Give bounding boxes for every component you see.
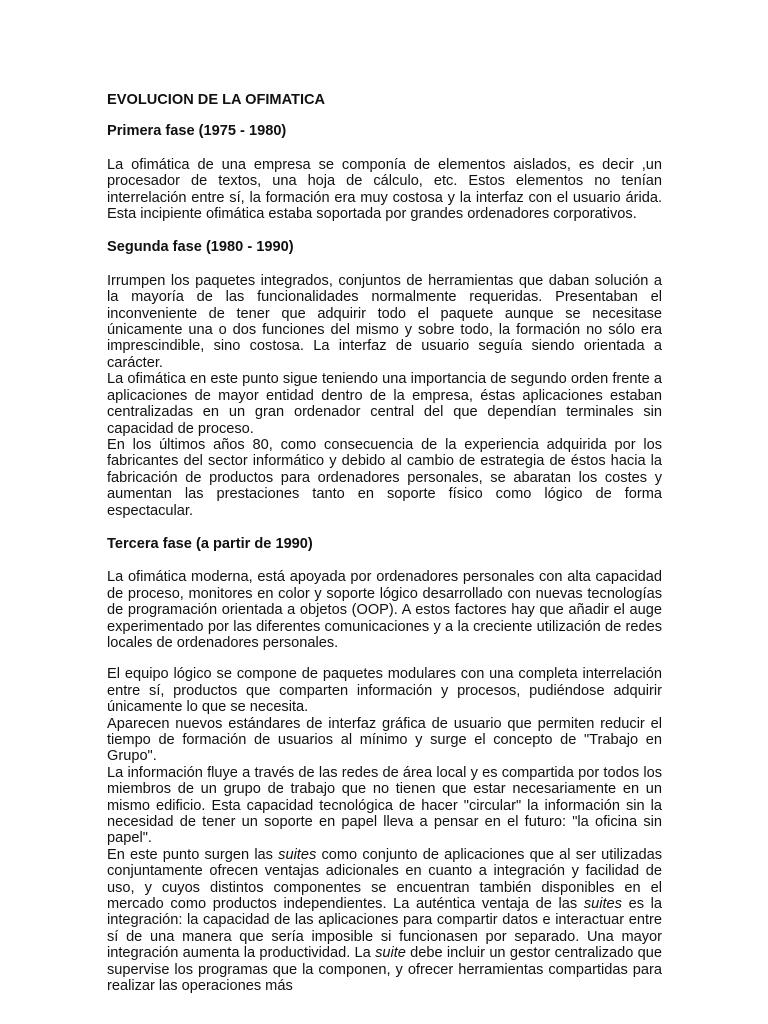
paragraph: La ofimática en este punto sigue teniendo una importancia de segundo orden frente a aplicaciones de mayor entidad dentro de la empresa, éstas aplicaciones estaban centralizadas en un gran ordenador central del que dependían terminales sin capacidad de proceso. — [107, 371, 662, 437]
paragraph: La información fluye a través de las redes de área local y es compartida por todos los miembros de un grupo de trabajo que no tienen que estar necesariamente en un mismo edificio. Esta capacidad tecnológica de hacer "circular" la información sin la necesidad de tener un soporte en papel lleva a pensar en el futuro: "la oficina sin papel". — [107, 764, 662, 847]
paragraph-suites — [107, 847, 662, 995]
paragraph: La ofimática moderna, está apoyada por ordenadores personales con alta capacidad de proceso, monitores en color y soporte lógico desarrollado con nuevas tecnologías de programación orientada a objetos (OOP). A estos factores hay que añadir el auge experimentado por las diferentes comunicaciones y a la creciente utilización de redes locales de ordenadores personales. — [107, 569, 662, 651]
paragraph: La ofimática de una empresa se componía de elementos aislados, es decir ,un procesador de textos, una hoja de cálculo, etc. Estos elementos no tenían interrelación entre sí, la formación era muy costosa y la interfaz con el usuario árida. Esta incipiente ofimática estaba soportada por grandes ordenadores corporativos. — [107, 156, 662, 223]
text-run: como conjunto de aplicaciones que al ser utilizadas conjuntamente ofrecen ventajas adicionales en cuanto a integración y facilidad de uso, y cuyos distintos componentes se encuentran también disponibles en el mercado como productos independientes. La auténtica ventaja de las — [107, 846, 662, 913]
text-run: debe incluir un gestor centralizado que supervise los programas que la componen, y ofrecer herramientas compartidas para realizar las operaciones más — [107, 945, 662, 995]
text-run: En este punto surgen las — [107, 846, 279, 863]
text-run: es la integración: la capacidad de las aplicaciones para compartir datos e interactuar entre sí de una manera que sería imposible si funcionasen por separado. Una mayor integración aumenta la productividad. La — [107, 896, 662, 962]
paragraph: Irrumpen los paquetes integrados, conjuntos de herramientas que daban solución a la mayoría de las funcionalidades normalmente requeridas. Presentaban el inconveniente de tener que adquirir todo el paquete aunque se necesitase únicamente una o dos funciones del mismo y sobre todo, la formación no sólo era imprescindible, sino costosa. La interfaz de usuario seguía siendo orientada a carácter. — [107, 272, 662, 371]
section-heading-primera-fase: Primera fase (1975 - 1980) — [107, 123, 287, 140]
paragraph: En los últimos años 80, como consecuencia de la experiencia adquirida por los fabricantes del sector informático y debido al cambio de estrategia de éstos hacia la fabricación de productos para ordenadores personales, se abaratan los costes y aumentan las prestaciones tanto en soporte físico como lógico de forma espectacular. — [107, 436, 662, 519]
italic-term: suites — [583, 896, 622, 913]
italic-term: suites — [278, 846, 317, 863]
section-heading-segunda-fase: Segunda fase (1980 - 1990) — [107, 239, 294, 256]
paragraph: Aparecen nuevos estándares de interfaz gráfica de usuario que permiten reducir el tiempo de formación de usuarios al mínimo y surge el concepto de "Trabajo en Grupo". — [107, 715, 662, 765]
section-heading-tercera-fase: Tercera fase (a partir de 1990) — [107, 535, 313, 552]
document-page — [107, 92, 662, 995]
italic-term: suite — [375, 945, 406, 962]
paragraph: El equipo lógico se compone de paquetes modulares con una completa interrelación entre sí, productos que comparten información y procesos, pudiéndose adquirir únicamente lo que se necesita. — [107, 666, 662, 716]
document-title: EVOLUCION DE LA OFIMATICA — [107, 92, 326, 108]
